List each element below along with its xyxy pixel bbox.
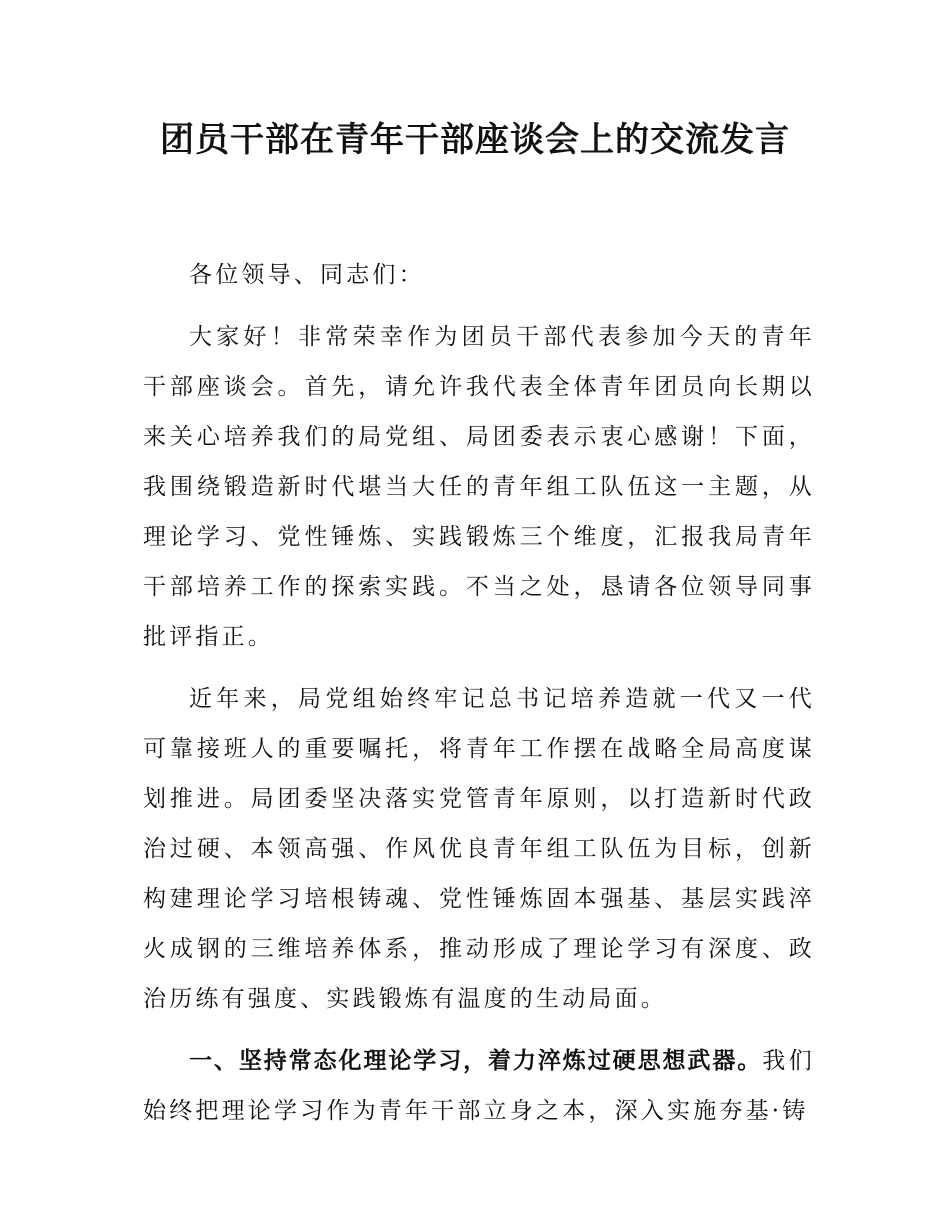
paragraph-background: 近年来，局党组始终牢记总书记培养造就一代又一代可靠接班人的重要嘱托，将青年工作摆在战略全局高度谋划推进。局团委坚决落实党管青年原则，以打造新时代政治过硬、本领高强、作风优良青年组工队伍为目标，创新构建理论学习培根铸魂、党性锤炼固本强基、基层实践淬火成钢的三维培养体系，推动形成了理论学习有深度、政治历练有强度、实践锻炼有温度的生动局面。: [143, 686, 815, 1012]
document-title: 团员干部在青年干部座谈会上的交流发言: [160, 120, 790, 160]
paragraph-opening: 大家好！非常荣幸作为团员干部代表参加今天的青年干部座谈会。首先，请允许我代表全体青年团员向长期以来关心培养我们的局党组、局团委表示衷心感谢！下面，我围绕锻造新时代堪当大任的青年组工队伍这一主题，从理论学习、党性锤炼、实践锻炼三个维度，汇报我局青年干部培养工作的探索实践。不当之处，恳请各位领导同事批评指正。: [143, 324, 815, 650]
document-body: [143, 250, 815, 1136]
section-1-text: 我们始终把理论学习作为青年干部立身之本，深入实施夯基·铸: [143, 1048, 816, 1124]
salutation: 各位领导、同志们：: [189, 262, 425, 288]
section-1-heading: 一、坚持常态化理论学习，着力淬炼过硬思想武器。: [189, 1048, 763, 1074]
section-1-paragraph: [143, 1036, 815, 1136]
